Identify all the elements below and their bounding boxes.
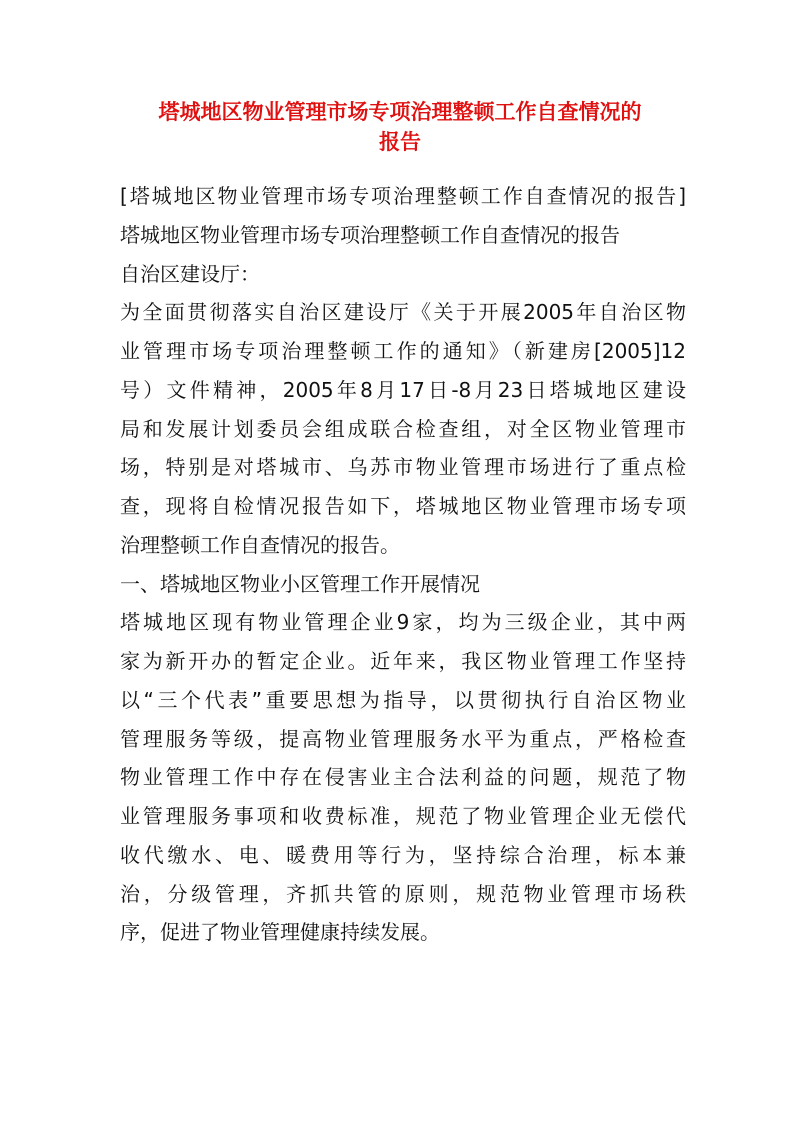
body-text-line: 自治区建设厅： bbox=[120, 261, 260, 286]
document-body bbox=[120, 177, 686, 952]
document-title-line-2: 报告 bbox=[379, 130, 421, 154]
body-text-line: 业管理服务事项和收费标准，规范了物业管理企业无偿代 bbox=[120, 804, 686, 828]
body-text-line: 号）文件精神，2005年8月17日-8月23日塔城地区建设 bbox=[120, 377, 686, 402]
body-text-line: 管理服务等级，提高物业管理服务水平为重点，严格检查 bbox=[120, 726, 686, 751]
body-text-line: 场，特别是对塔城市、乌苏市物业管理市场进行了重点检 bbox=[120, 455, 686, 480]
body-text-line: 塔城地区物业管理市场专项治理整顿工作自查情况的报告 bbox=[120, 222, 620, 247]
body-text-line: 塔城地区现有物业管理企业9家，均为三级企业，其中两 bbox=[120, 610, 686, 635]
body-text-line: 治理整顿工作自查情况的报告。 bbox=[120, 532, 400, 557]
body-text-line: [塔城地区物业管理市场专项治理整顿工作自查情况的报告] bbox=[120, 184, 686, 208]
body-text-line: 序，促进了物业管理健康持续发展。 bbox=[120, 920, 440, 945]
body-text-line: 治，分级管理，齐抓共管的原则，规范物业管理市场秩 bbox=[120, 881, 686, 906]
body-text-line: 家为新开办的暂定企业。近年来，我区物业管理工作坚持 bbox=[120, 649, 686, 673]
body-text-line: 以“三个代表”重要思想为指导，以贯彻执行自治区物业 bbox=[120, 687, 686, 712]
body-text-line: 收代缴水、电、暖费用等行为，坚持综合治理，标本兼 bbox=[120, 842, 686, 867]
body-text-line: 为全面贯彻落实自治区建设厅《关于开展2005年自治区物 bbox=[120, 300, 686, 325]
body-text-line: 查，现将自检情况报告如下，塔城地区物业管理市场专项 bbox=[120, 494, 686, 518]
document-title-line-1: 塔城地区物业管理市场专项治理整顿工作自查情况的 bbox=[158, 100, 642, 124]
body-text-line: 局和发展计划委员会组成联合检查组，对全区物业管理市 bbox=[120, 416, 686, 441]
body-text-line: 业管理市场专项治理整顿工作的通知》（新建房[2005]12 bbox=[120, 339, 686, 363]
body-text-line: 物业管理工作中存在侵害业主合法利益的问题，规范了物 bbox=[120, 765, 686, 790]
body-text-line: 一、塔城地区物业小区管理工作开展情况 bbox=[120, 571, 480, 596]
